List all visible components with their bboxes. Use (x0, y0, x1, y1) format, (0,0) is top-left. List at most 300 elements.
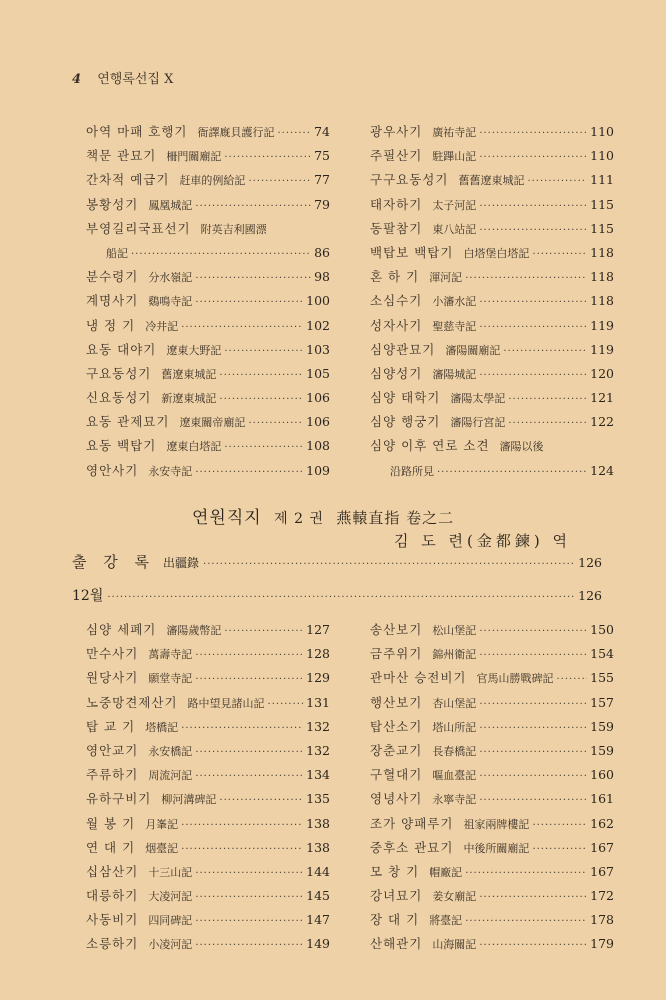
entry-title-cn: 松山堡記 (432, 624, 477, 637)
entry-title-ko: 구혈대기 (370, 767, 423, 783)
entry-title-ko: 장 대 기 (370, 912, 420, 928)
entry-title-cn: 瀋陽關廟記 (445, 343, 501, 357)
entry-page: 150 (590, 622, 614, 637)
entry-title-ko: 송산보기 (370, 622, 423, 637)
toc-entry (86, 763, 330, 787)
entry-title-cn: 遼東大野記 (166, 343, 222, 357)
entry-page: 102 (306, 317, 330, 333)
entry-page: 161 (590, 791, 614, 807)
leader-dots (195, 862, 303, 886)
entry-page: 159 (590, 718, 614, 734)
entry-page: 79 (314, 196, 330, 212)
entry-title-cn: 柵門關廟記 (166, 150, 222, 164)
leader-dots (479, 717, 587, 741)
toc-entry (370, 168, 614, 192)
entry-title-ko: 영녕사기 (370, 791, 423, 807)
toc-entry (86, 884, 330, 908)
toc-entry (86, 410, 330, 434)
entry-page: 106 (306, 414, 330, 430)
entry-title-cn: 小瀋水記 (432, 295, 477, 309)
entry-page: 138 (306, 815, 330, 831)
entry-title-cn: 瀋陽歲幣記 (166, 624, 222, 637)
toc-entry (86, 932, 330, 956)
entry-page: 77 (314, 172, 330, 188)
entry-title-ko: 중후소 관묘기 (370, 839, 454, 855)
entry-title-cn: 分水嶺記 (148, 271, 193, 285)
entry-page: 147 (306, 912, 330, 928)
entry-page: 131 (306, 694, 330, 710)
toc-entry (370, 691, 614, 715)
entry-title-ko: 소릉하기 (86, 936, 139, 952)
leader-dots (527, 170, 587, 194)
entry-title-ko: 연 대 기 (86, 839, 136, 855)
entry-page: 135 (306, 791, 330, 807)
entry-title-cn: 瀋陽太學記 (450, 392, 506, 406)
entry-page: 132 (306, 718, 330, 734)
leader-dots (508, 412, 587, 436)
volume-title (192, 503, 454, 528)
entry-page: 120 (590, 365, 614, 381)
toc-entry (370, 884, 614, 908)
leader-dots (195, 910, 303, 934)
leader-dots (219, 388, 303, 412)
leader-dots (479, 741, 587, 765)
entry-page: 115 (590, 220, 614, 236)
toc-entry (86, 691, 330, 715)
entry-title-cn: 永寧寺記 (432, 793, 477, 807)
entry-title-ko: 신요동성기 (86, 390, 152, 406)
toc-entry (86, 338, 330, 362)
entry-page: 155 (590, 670, 614, 686)
entry-title-ko: 만수사기 (86, 646, 139, 662)
entry-page: 105 (306, 365, 330, 381)
leader-dots (131, 243, 311, 267)
entry-page: 144 (306, 863, 330, 879)
entry-page: 129 (306, 670, 330, 686)
entry-title-ko: 소심수기 (370, 293, 423, 309)
entry-title-ko: 심양 태학기 (370, 390, 441, 406)
toc-entry (86, 739, 330, 763)
toc-entry (86, 642, 330, 666)
leader-dots (181, 717, 303, 741)
entry-page: 128 (306, 646, 330, 662)
toc-column-top-right (370, 120, 614, 483)
entry-title-cn: 赶車的例給記 (179, 174, 246, 188)
leader-dots (479, 219, 587, 243)
toc-entry (370, 386, 614, 410)
entry-title-ko: 대릉하기 (86, 888, 139, 904)
toc-entry (370, 739, 614, 763)
entry-title-cn: 永安橋記 (148, 744, 193, 758)
entry-title-ko: 백탑보 백탑기 (370, 244, 454, 260)
toc-entry (86, 787, 330, 811)
leader-dots (195, 644, 303, 668)
entry-title-ko: 책문 관묘기 (86, 148, 157, 164)
entry-title-ko: 강녀묘기 (370, 888, 423, 904)
leader-dots (437, 461, 587, 485)
entry-title-ko: 성자사기 (370, 317, 423, 333)
entry-title-cn: 瀋陽以後 (499, 440, 544, 454)
leader-dots (268, 693, 304, 717)
entry-title-cn: 柳河溝碑記 (161, 793, 217, 807)
toc-entry (86, 314, 330, 338)
entry-page: 106 (306, 390, 330, 406)
leader-dots (532, 243, 587, 267)
toc-entry (370, 362, 614, 386)
leader-dots (195, 765, 303, 789)
entry-title-ko: 출 강 록 (72, 553, 156, 571)
entry-page: 75 (314, 148, 330, 164)
entry-title-cn: 姜女廟記 (432, 890, 477, 904)
entry-title-ko: 요동 관제묘기 (86, 414, 170, 430)
toc-entry (370, 666, 614, 690)
entry-page: 110 (590, 124, 614, 139)
entry-title-ko: 심양 세폐기 (86, 622, 157, 637)
entry-title-ko: 탑 교 기 (86, 718, 136, 734)
entry-page: 157 (590, 694, 614, 710)
entry-title-cn: 大凌河記 (148, 890, 193, 904)
leader-dots (479, 620, 587, 644)
entry-page: 118 (590, 293, 614, 309)
entry-page: 110 (590, 148, 614, 164)
entry-title-cn: 新遼東城記 (161, 392, 217, 406)
entry-title-ko: 요동 백탑기 (86, 438, 157, 454)
entry-title-ko: 심양관묘기 (370, 341, 436, 357)
toc-month-entry (72, 584, 602, 608)
entry-title-ko: 탑산소기 (370, 718, 423, 734)
entry-title-cn: 附英吉利國漂 (200, 222, 267, 236)
entry-title-cn: 塔橋記 (145, 720, 179, 734)
toc-entry (86, 144, 330, 168)
toc-entry (370, 932, 614, 956)
volume-title-ko: 연원직지 (192, 508, 262, 528)
entry-title-ko: 십삼산기 (86, 863, 139, 879)
leader-dots (479, 195, 587, 219)
toc-entry (370, 642, 614, 666)
entry-title-ko: 분수령기 (86, 269, 139, 285)
toc-entry (86, 265, 330, 289)
entry-title-cn: 渾河記 (429, 271, 463, 285)
entry-title-ko: 노중망견제산기 (86, 694, 178, 710)
toc-entry (370, 860, 614, 884)
leader-dots (479, 693, 587, 717)
toc-entry (86, 362, 330, 386)
entry-page: 127 (306, 622, 330, 637)
leader-dots (479, 316, 587, 340)
entry-title-cn: 舊舊遼東城記 (458, 174, 525, 188)
leader-dots (195, 741, 303, 765)
toc-entry (86, 120, 330, 144)
entry-title-cn: 衙譯廐貝護行記 (197, 126, 275, 139)
leader-dots (195, 195, 311, 219)
entry-title-cn: 遼東白塔記 (166, 440, 222, 454)
page-number: 4 (72, 72, 82, 87)
toc-entry (86, 860, 330, 884)
leader-dots (479, 789, 587, 813)
entry-page: 179 (590, 936, 614, 952)
leader-dots (479, 644, 587, 668)
entry-title-cn: 沿路所見 (390, 464, 434, 478)
leader-dots (248, 412, 303, 436)
entry-title-cn: 鷄鳴寺記 (148, 295, 193, 309)
entry-title-cn: 山海關記 (432, 938, 477, 952)
toc-entry (370, 314, 614, 338)
entry-title-ko: 주필산기 (370, 148, 423, 164)
entry-title-ko: 구구요동성기 (370, 172, 449, 188)
toc-entry (86, 168, 330, 192)
entry-page: 138 (306, 839, 330, 855)
leader-dots (479, 122, 587, 146)
leader-dots (508, 388, 587, 412)
entry-title-cn: 十三山記 (148, 865, 193, 879)
leader-dots (479, 364, 587, 388)
entry-page: 145 (306, 888, 330, 904)
toc-entry (86, 666, 330, 690)
toc-entry (370, 410, 614, 434)
leader-dots (465, 910, 587, 934)
entry-page: 86 (314, 244, 330, 260)
leader-dots (224, 436, 303, 460)
toc-column-bottom-left (86, 618, 330, 957)
entry-title-cn: 帽廠記 (429, 865, 463, 879)
leader-dots (181, 814, 303, 838)
entry-title-ko: 장춘교기 (370, 742, 423, 758)
entry-page: 124 (590, 462, 614, 478)
entry-title-cn: 瀋陽行宮記 (450, 416, 506, 430)
entry-page: 74 (314, 124, 330, 139)
leader-dots (195, 291, 303, 315)
entry-title-ko: 관마산 승전비기 (370, 670, 467, 686)
entry-page: 121 (590, 390, 614, 406)
leader-dots (195, 886, 303, 910)
entry-page: 118 (590, 269, 614, 285)
entry-title-ko: 행산보기 (370, 694, 423, 710)
entry-title-cn: 願堂寺記 (148, 672, 193, 686)
entry-page: 172 (590, 888, 614, 904)
leader-dots (479, 146, 587, 170)
entry-title-ko: 계명사기 (86, 293, 139, 309)
toc-entry (370, 193, 614, 217)
entry-page: 122 (590, 414, 614, 430)
leader-dots (479, 934, 587, 958)
toc-entry (86, 434, 330, 458)
entry-title-ko: 모 창 기 (370, 863, 420, 879)
entry-title-ko: 심양 행궁기 (370, 414, 441, 430)
book-title: 연행록선집 X (97, 72, 174, 87)
toc-entry (86, 289, 330, 313)
toc-entry (86, 836, 330, 860)
entry-title-ko: 원당사기 (86, 670, 139, 686)
toc-entry (370, 812, 614, 836)
entry-title-cn: 駐蹕山記 (432, 150, 477, 164)
leader-dots (479, 886, 587, 910)
entry-page: 167 (590, 863, 614, 879)
entry-title-cn: 萬壽寺記 (148, 648, 193, 662)
entry-title-cn: 鳳凰城記 (148, 198, 193, 212)
leader-dots (465, 267, 587, 291)
entry-page: 109 (306, 462, 330, 478)
leader-dots (181, 838, 303, 862)
entry-title-ko: 동팔참기 (370, 220, 423, 236)
entry-title-cn: 永安寺記 (148, 464, 193, 478)
entry-title-cn: 烟臺記 (145, 841, 179, 855)
toc-entry (370, 120, 614, 144)
entry-title-ko: 태자하기 (370, 196, 423, 212)
entry-title-cn: 官馬山勝戰碑記 (476, 672, 554, 686)
entry-title-ko: 봉황성기 (86, 196, 139, 212)
entry-title-cn: 冷井記 (145, 319, 179, 333)
toc-column-bottom-right (370, 618, 614, 957)
leader-dots (277, 122, 311, 146)
entry-title-ko: 조가 양패루기 (370, 815, 454, 831)
toc-entry (86, 459, 330, 483)
entry-title-ko: 요동 대야기 (86, 341, 157, 357)
toc-entry (370, 144, 614, 168)
leader-dots (248, 170, 311, 194)
leader-dots (557, 668, 588, 692)
leader-dots (532, 838, 587, 862)
entry-title-cn: 月峯記 (145, 817, 179, 831)
entry-title-cn: 祖家兩牌樓記 (463, 817, 530, 831)
leader-dots (181, 316, 303, 340)
running-head (72, 68, 173, 87)
entry-title-ko: 간차적 예급기 (86, 172, 170, 188)
entry-title-ko: 구요동성기 (86, 365, 152, 381)
entry-title-cn: 白塔堡白塔記 (463, 246, 530, 260)
entry-title-cn: 塔山所記 (432, 720, 477, 734)
entry-title-ko: 아역 마패 호행기 (86, 124, 188, 139)
leader-dots (195, 668, 303, 692)
entry-page: 132 (306, 742, 330, 758)
entry-title-cn: 長春橋記 (432, 744, 477, 758)
entry-page: 111 (590, 172, 614, 188)
entry-title-cn: 將臺記 (429, 914, 463, 928)
toc-entry (370, 836, 614, 860)
entry-title-cn: 嘔血臺記 (432, 769, 477, 783)
entry-title-ko: 주류하기 (86, 767, 139, 783)
entry-page: 119 (590, 341, 614, 357)
entry-title-cn: 東八站記 (432, 222, 477, 236)
toc-entry (86, 812, 330, 836)
entry-title-ko: 심양성기 (370, 365, 423, 381)
entry-page: 162 (590, 815, 614, 831)
entry-title-ko: 혼 하 기 (370, 269, 420, 285)
leader-dots (465, 862, 587, 886)
entry-title-cn: 太子河記 (432, 198, 477, 212)
entry-title-cn: 錦州衛記 (432, 648, 477, 662)
entry-title-ko: 영안사기 (86, 462, 139, 478)
entry-title-cn: 舊遼東城記 (161, 367, 217, 381)
entry-page: 108 (306, 438, 330, 454)
entry-title-cn: 小凌河記 (148, 938, 193, 952)
entry-title-ko: 냉 정 기 (86, 317, 136, 333)
toc-entry (370, 618, 614, 642)
leader-dots (195, 267, 311, 291)
toc-section-entry (72, 550, 602, 574)
volume-number: 제 2 권 (274, 511, 324, 527)
toc-entry (370, 241, 614, 265)
entry-title-ko: 영안교기 (86, 742, 139, 758)
entry-title-cn: 路中望見諸山記 (187, 696, 265, 710)
leader-dots (224, 146, 311, 170)
toc-entry (86, 618, 330, 642)
leader-dots (107, 586, 574, 610)
entry-title-ko: 금주위기 (370, 646, 423, 662)
entry-page: 98 (314, 269, 330, 285)
toc-entry (370, 763, 614, 787)
leader-dots (479, 291, 587, 315)
toc-entry (370, 217, 614, 241)
entry-title-ko: 월 봉 기 (86, 815, 136, 831)
entry-title-ko: 부영길리국표선기 (86, 220, 191, 236)
toc-entry (370, 908, 614, 932)
volume-title-cn: 燕轅直指 卷之二 (336, 509, 455, 527)
toc-entry (370, 459, 614, 483)
toc-entry (370, 715, 614, 739)
entry-title-cn: 中後所關廟記 (463, 841, 530, 855)
translator: 김 도 련(金都鍊) 역 (394, 532, 571, 550)
entry-page: 126 (578, 555, 602, 570)
entry-title-cn: 聖慈寺記 (432, 319, 477, 333)
entry-page: 119 (590, 317, 614, 333)
toc-entry (86, 193, 330, 217)
leader-dots (195, 461, 303, 485)
toc-entry (86, 217, 330, 241)
entry-page: 103 (306, 341, 330, 357)
leader-dots (219, 364, 303, 388)
entry-page: 159 (590, 742, 614, 758)
toc-entry (370, 434, 614, 458)
toc-entry (86, 908, 330, 932)
entry-title-cn: 瀋陽城記 (432, 367, 477, 381)
toc-entry (370, 338, 614, 362)
toc-entry (370, 265, 614, 289)
toc-entry (86, 386, 330, 410)
entry-title-cn: 四同碑記 (148, 914, 193, 928)
toc-column-top-left (86, 120, 330, 483)
entry-title-ko: 유하구비기 (86, 791, 152, 807)
entry-title-cn: 杏山堡記 (432, 696, 477, 710)
toc-entry (86, 241, 330, 265)
leader-dots (224, 620, 303, 644)
entry-page: 100 (306, 293, 330, 309)
entry-page: 115 (590, 196, 614, 212)
entry-title-cn: 船記 (106, 246, 128, 260)
entry-title-cn: 周流河記 (148, 769, 193, 783)
entry-page: 154 (590, 646, 614, 662)
toc-entry (86, 715, 330, 739)
leader-dots (195, 934, 303, 958)
leader-dots (503, 340, 587, 364)
entry-title-ko: 산해관기 (370, 936, 423, 952)
toc-entry (370, 787, 614, 811)
entry-title-cn: 廣祐寺記 (432, 126, 477, 139)
entry-page: 178 (590, 912, 614, 928)
entry-title-ko: 광우사기 (370, 124, 423, 139)
leader-dots (224, 340, 303, 364)
entry-page: 149 (306, 936, 330, 952)
entry-title-cn: 出疆錄 (163, 556, 200, 570)
month-label: 12월 (72, 588, 104, 604)
entry-title-cn: 遼東關帝廟記 (179, 416, 246, 430)
entry-title-ko: 심양 이후 연로 소견 (370, 438, 490, 454)
entry-page: 118 (590, 244, 614, 260)
toc-entry (370, 289, 614, 313)
entry-page: 167 (590, 839, 614, 855)
leader-dots (479, 765, 587, 789)
entry-page: 134 (306, 767, 330, 783)
leader-dots (219, 789, 303, 813)
